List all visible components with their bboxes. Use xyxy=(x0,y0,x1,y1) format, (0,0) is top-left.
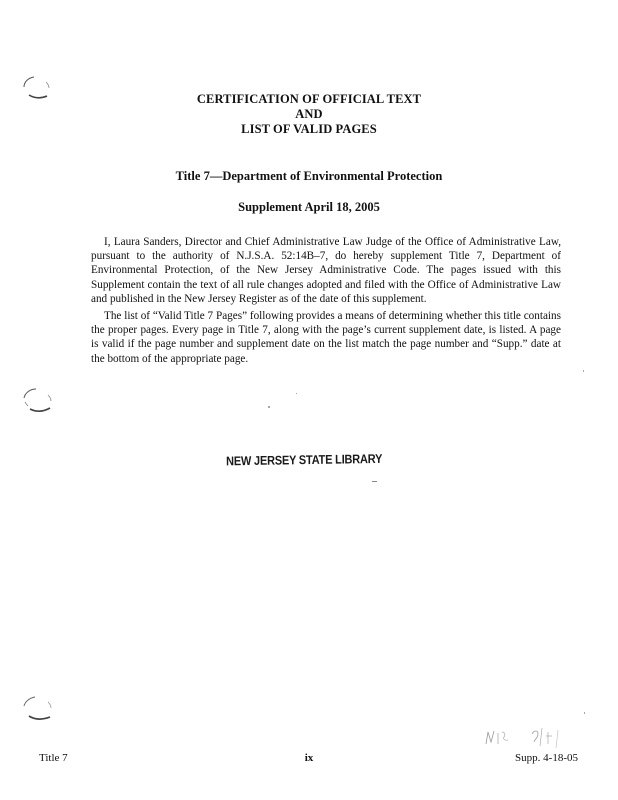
certification-paragraph: I, Laura Sanders, Director and Chief Administrative Law Judge of the Office of Administrative Law, pursuant to the authority of N.J.S.A. 52:14B–7, do hereby supplement Title 7, Department of Environmental Protection, of the New Jersey Administrative Code. The pages issued with this Supplement contain the text of all rule changes adopted and filed with the Office of Administrative Law and published in the New Jersey Register as of the date of this supplement. xyxy=(91,236,561,305)
valid-pages-paragraph: The list of “Valid Title 7 Pages” following provides a means of determining whether this title contains the proper pages. Every page in Title 7, along with the page’s current supplement date, is listed. A page is valid if the page number and supplement date on the list match the page number and “Supp.” date at the bottom of the appropriate page. xyxy=(91,310,561,365)
footer-supplement-date: Supp. 4-18-05 xyxy=(515,752,578,764)
punch-hole-middle-icon xyxy=(20,386,54,416)
heading-line-2: AND xyxy=(295,107,323,121)
page-number: ix xyxy=(304,752,314,764)
punch-hole-bottom-icon xyxy=(20,694,54,724)
library-stamp: NEW JERSEY STATE LIBRARY xyxy=(226,452,383,469)
supplement-heading: Supplement April 18, 2005 xyxy=(238,200,380,214)
scan-speck xyxy=(584,712,585,714)
scan-speck xyxy=(372,481,377,482)
footer-title: Title 7 xyxy=(39,752,68,764)
certification-heading xyxy=(0,92,618,137)
scan-speck xyxy=(268,406,270,408)
handwritten-mark-icon xyxy=(482,724,572,750)
heading-line-1: CERTIFICATION OF OFFICIAL TEXT xyxy=(196,92,422,106)
scan-speck xyxy=(583,370,584,372)
scan-speck xyxy=(296,393,297,394)
title-heading: Title 7—Department of Environmental Protection xyxy=(175,169,443,183)
heading-line-3: LIST OF VALID PAGES xyxy=(241,122,377,136)
